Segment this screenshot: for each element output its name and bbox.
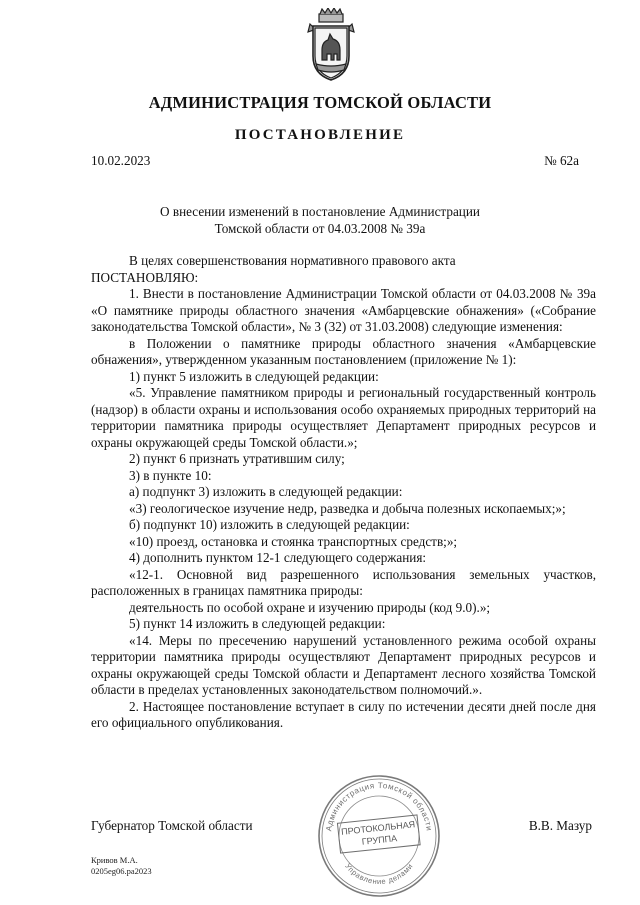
- body-paragraph: б) подпункт 10) изложить в следующей редакции:: [129, 517, 410, 532]
- body-paragraph: «5. Управление памятником природы и региональный государственный контроль (надзор) в области охраны и использования особо охраняемых природных территорий на территории памятника природы осуществляет Департамент природных ресурсов и охраны окружающей среды Томской области.»;: [91, 385, 596, 450]
- document-number: № 62а: [544, 153, 579, 168]
- document-subject: [0, 204, 640, 237]
- body-paragraph: «14. Меры по пресечению нарушений установленного режима особой охраны территории памятника природы осуществляют Департамент природных ресурсов и охраны окружающей среды Томской области и Департамент лесного хозяйства Томской области в пределах установленных законодательством полномочий.».: [91, 632, 596, 697]
- body-paragraph: ПОСТАНОВЛЯЮ:: [91, 269, 199, 285]
- document-date: 10.02.2023: [91, 153, 151, 168]
- document-type: ПОСТАНОВЛЕНИЕ: [234, 127, 406, 143]
- signatory-position: Губернатор Томской области: [91, 818, 253, 833]
- body-paragraph: 2. Настоящее постановление вступает в силу по истечении десяти дней после дня его официального опубликования.: [91, 698, 596, 730]
- body-paragraph: 1. Внести в постановление Администрации Томской области от 04.03.2008 № 39а «О памятнике природы областного значения «Амбарцевские обнажения» («Собрание законодательства Томской области», № 3 (32) от 31.03.2008) следующие изменения:: [91, 286, 596, 334]
- subject-line: Томской области от 04.03.2008 № 39а: [214, 220, 426, 236]
- body-paragraph: 3) в пункте 10:: [129, 467, 212, 483]
- organization-title: АДМИНИСТРАЦИЯ ТОМСКОЙ ОБЛАСТИ: [148, 93, 492, 112]
- body-paragraph: а) подпункт 3) изложить в следующей редакции:: [129, 484, 403, 499]
- body-paragraph: в Положении о памятнике природы областного значения «Амбарцевские обнажения», утвержденном указанным постановлением (приложение № 1):: [91, 335, 596, 367]
- coat-of-arms-emblem: [300, 8, 362, 86]
- stamp-center-line: ГРУППА: [361, 833, 398, 847]
- body-paragraph: «10) проезд, остановка и стоянка транспортных средств;»;: [129, 533, 458, 549]
- executor-note: [91, 855, 152, 877]
- body-paragraph: 4) дополнить пунктом 12-1 следующего содержания:: [129, 550, 427, 565]
- body-paragraph: 1) пункт 5 изложить в следующей редакции:: [129, 368, 379, 384]
- body-paragraph: «12-1. Основной вид разрешенного использования земельных участков, расположенных в границах памятника природы:: [91, 566, 596, 598]
- official-stamp: [316, 773, 442, 899]
- stamp-bottom-text: Управление делами: [343, 861, 415, 887]
- body-paragraph: В целях совершенствования нормативного правового акта: [129, 253, 456, 268]
- subject-line: О внесении изменений в постановление Администрации: [160, 204, 480, 219]
- svg-text:Управление делами: [343, 862, 414, 886]
- body-paragraph: деятельность по особой охране и изучению природы (код 9.0).»;: [129, 599, 491, 615]
- body-paragraph: 2) пункт 6 признать утратившим силу;: [129, 451, 345, 466]
- body-paragraph: 5) пункт 14 изложить в следующей редакции:: [129, 616, 386, 631]
- document-code: 0205eg06.pa2023: [91, 866, 152, 876]
- stamp-center-line: ПРОТОКОЛЬНАЯ: [340, 819, 416, 837]
- executor-name: Кривов М.А.: [91, 855, 138, 865]
- body-paragraph: «3) геологическое изучение недр, разведка и добыча полезных ископаемых;»;: [129, 500, 566, 516]
- stamp-ring-text: Администрация Томской области: [324, 780, 434, 832]
- signatory-name: В.В. Мазур: [528, 818, 592, 833]
- document-body: [91, 253, 596, 732]
